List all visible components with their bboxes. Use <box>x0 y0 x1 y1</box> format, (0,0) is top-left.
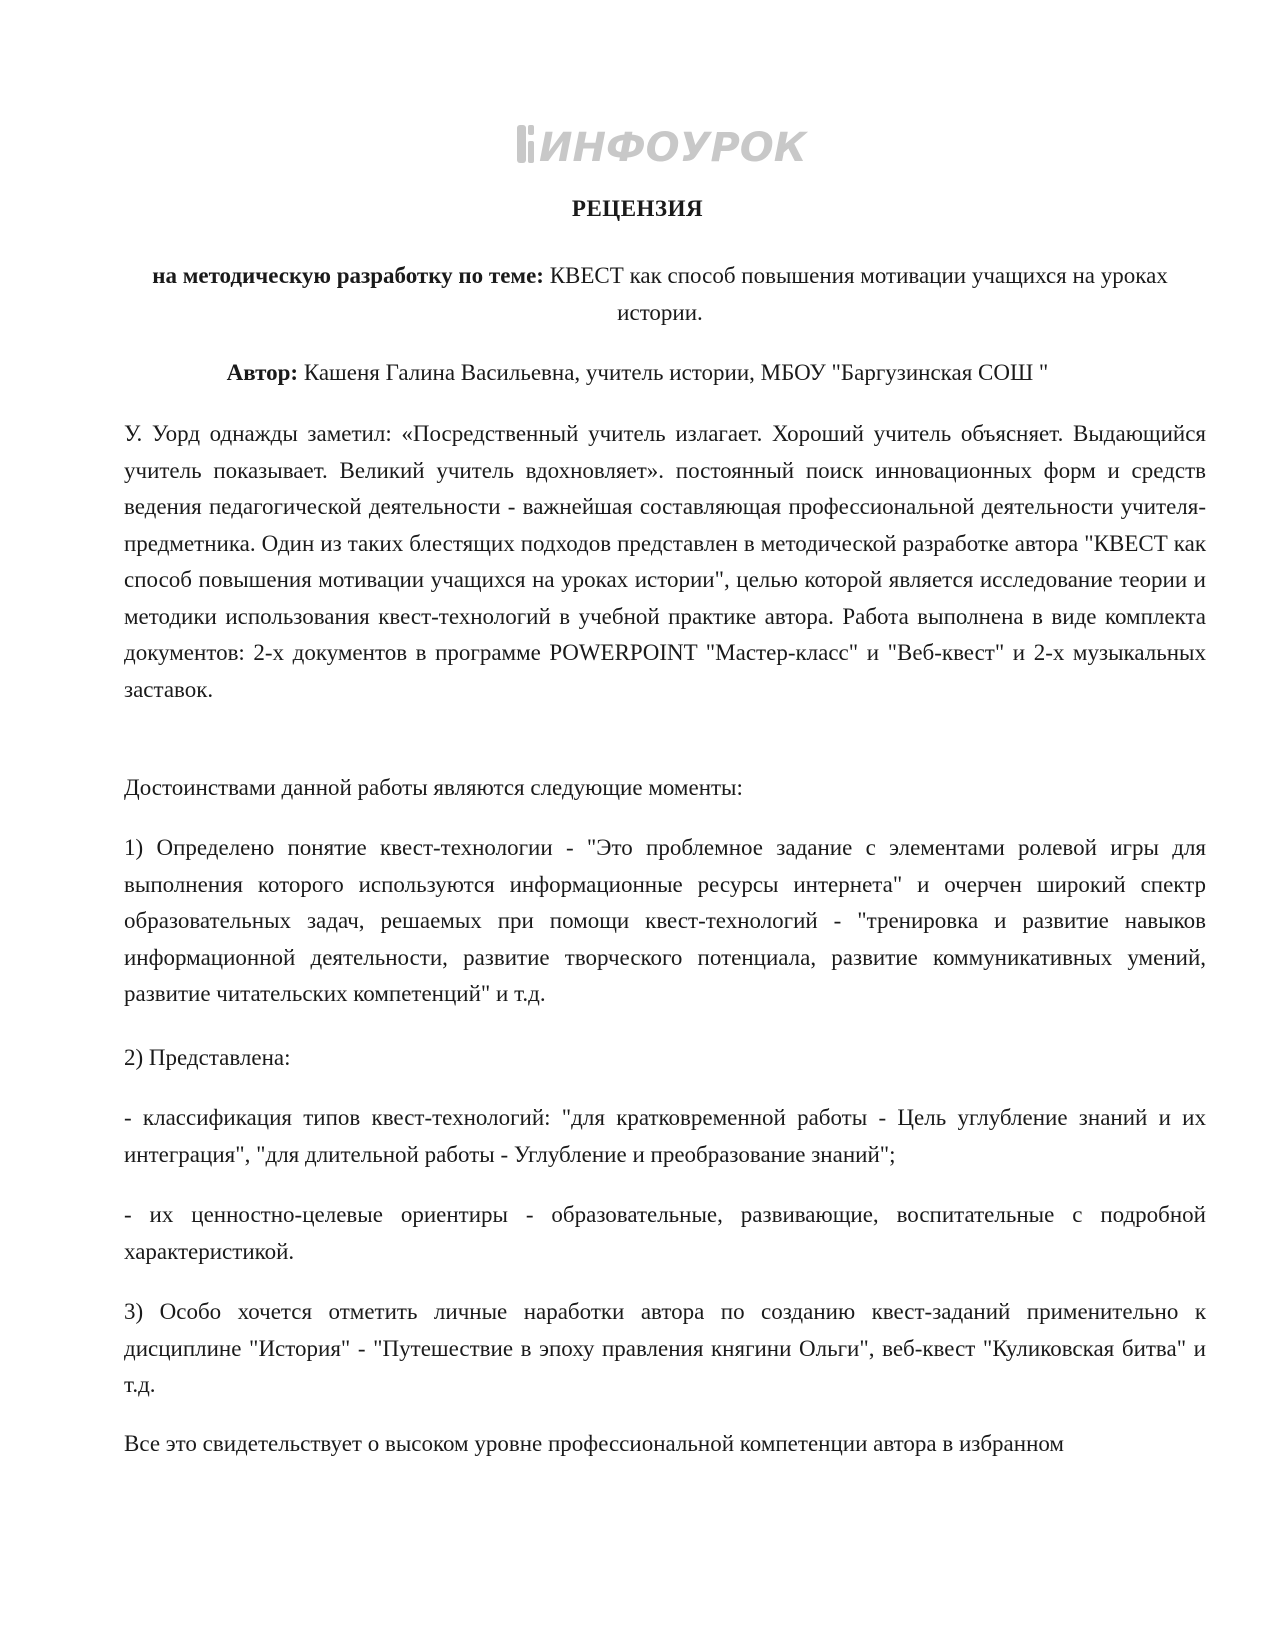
paragraph-classification: - классификация типов квест-технологий: "для кратковременной работы - Цель углубление знаний и их интеграция", "для длительной работы - Углубление и преобразование знаний"; <box>124 1105 1206 1167</box>
paragraph-point-3: 3) Особо хочется отметить личные наработки автора по созданию квест-заданий применительно к дисциплине "История" - "Путешествие в эпоху правления княгини Ольги", веб-квест "Куликовская битва" и т.д. <box>124 1299 1206 1397</box>
document-title: РЕЦЕНЗИЯ <box>571 196 704 221</box>
paragraph-point-1: 1) Определено понятие квест-технологии - "Это проблемное задание с элементами ролевой игры для выполнения которого используются информационные ресурсы интернета" и очерчен широкий спектр образовательных задач, решаемых при помощи квест-технологий - "тренировка и развитие навыков информационной деятельности, развитие творческого потенциала, развитие коммуникативных умений, развитие читательских компетенций" и т.д. <box>124 835 1206 1006</box>
watermark-text: ИНФОУРОК <box>539 125 807 171</box>
paragraph-value-targets: - их ценностно-целевые ориентиры - образовательные, развивающие, воспитательные с подробной характеристикой. <box>124 1202 1206 1264</box>
paragraph-merits-heading: Достоинствами данной работы являются следующие моменты: <box>124 775 743 800</box>
author-label: Автор: <box>226 360 299 385</box>
document-subject <box>145 257 1175 331</box>
infourok-logo-icon <box>517 121 817 173</box>
author-text: Кашеня Галина Васильевна, учитель истории, МБОУ "Баргузинская СОШ " <box>298 360 1049 385</box>
infourok-watermark <box>517 121 817 173</box>
subject-text: КВЕСТ как способ повышения мотивации учащихся на уроках истории. <box>543 263 1168 325</box>
subject-label: на методическую разработку по теме: <box>152 263 544 288</box>
paragraph-point-2: 2) Представлена: <box>124 1045 291 1070</box>
document-author <box>0 354 1275 391</box>
paragraph-conclusion: Все это свидетельствует о высоком уровне профессиональной компетенции автора в избранном <box>124 1431 1064 1456</box>
paragraph-intro: У. Уорд однажды заметил: «Посредственный учитель излагает. Хороший учитель объясняет. Выдающийся учитель показывает. Великий учитель вдохновляет». постоянный поиск инновационных форм и средств ведения педагогической деятельности - важнейшая составляющая профессиональной деятельности учителя-предметника. Один из таких блестящих подходов представлен в методической разработке автора "КВЕСТ как способ повышения мотивации учащихся на уроках истории", целью которой является исследование теории и методики использования квест-технологий в учебной практике автора. Работа выполнена в виде комплекта документов: 2-х документов в программе POWERPOINT "Мастер-класс" и "Веб-квест" и 2-х музыкальных заставок. <box>124 421 1206 702</box>
